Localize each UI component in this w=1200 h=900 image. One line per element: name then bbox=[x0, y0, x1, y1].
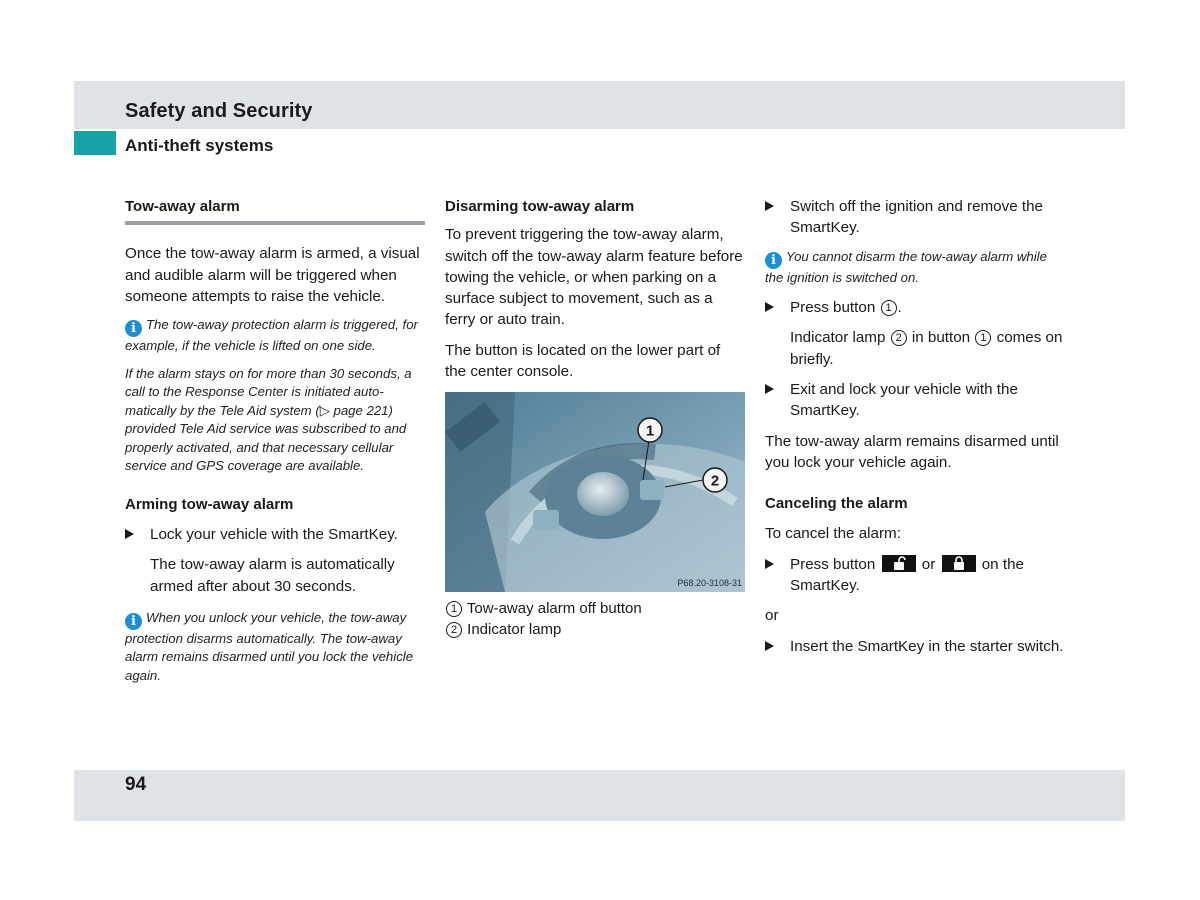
cancel-press-text: Press button bbox=[790, 555, 876, 573]
step-press-button bbox=[765, 297, 1065, 318]
disarming-paragraph: To prevent triggering the tow-away alarm, switch off the tow-away alarm feature before towing the vehicle, or when parking on a surface subject to movement, such as a ferry or auto train. bbox=[445, 226, 743, 329]
footer-band bbox=[74, 770, 1125, 821]
section-marker bbox=[74, 131, 116, 155]
disarmed-result: The tow-away alarm remains disarmed until you lock your vehicle again. bbox=[765, 432, 1059, 471]
indicator-text-1: Indicator lamp bbox=[790, 329, 886, 347]
cancel-or-text: or bbox=[921, 555, 936, 573]
cancel-insert-text: Insert the SmartKey in the starter switch. bbox=[790, 637, 1064, 655]
arming-result: The tow-away alarm is automatically armed after about 30 seconds. bbox=[150, 556, 395, 595]
info-icon: i bbox=[765, 252, 782, 269]
tele-aid-note: If the alarm stays on for more than 30 seconds, a call to the Response Center is initiated auto-matically by the Tele Aid system (▷ page 221) provided Tele Aid service was subscribed to and properly activated, and that necessary cellular service and GPS coverage are available. bbox=[125, 365, 412, 474]
arming-step-text: Lock your vehicle with the SmartKey. bbox=[150, 525, 398, 543]
lock-key-icon bbox=[942, 555, 976, 572]
ignition-note bbox=[765, 248, 1065, 288]
circle-1-icon: 1 bbox=[975, 330, 991, 346]
cancel-step-insert bbox=[765, 636, 1065, 657]
cancel-intro: To cancel the alarm: bbox=[765, 525, 901, 543]
cancel-press-end: on the SmartKey. bbox=[790, 555, 1024, 595]
bullet-arrow-icon bbox=[765, 302, 774, 312]
bullet-arrow-icon bbox=[765, 559, 774, 569]
arming-step bbox=[125, 524, 425, 545]
indicator-info bbox=[765, 327, 1065, 370]
disarming-heading: Disarming tow-away alarm bbox=[445, 198, 635, 215]
center-console-photo bbox=[445, 392, 745, 592]
button-location-paragraph: The button is located on the lower part of the center console. bbox=[445, 341, 721, 381]
chapter-title: Safety and Security bbox=[125, 100, 313, 122]
circle-2-icon: 2 bbox=[891, 330, 907, 346]
callout-2: 2 bbox=[710, 472, 720, 490]
bullet-arrow-icon bbox=[765, 201, 774, 211]
unlock-key-icon bbox=[882, 555, 916, 572]
column-3 bbox=[765, 196, 1065, 666]
step-ignition bbox=[765, 196, 1065, 239]
canceling-heading: Canceling the alarm bbox=[765, 495, 908, 513]
bullet-arrow-icon bbox=[765, 384, 774, 394]
info-icon: i bbox=[125, 613, 142, 630]
or-text: or bbox=[765, 607, 779, 625]
arming-heading: Arming tow-away alarm bbox=[125, 495, 294, 513]
photo-code: P68.20-3108-31 bbox=[677, 578, 742, 589]
circle-2-icon: 2 bbox=[446, 622, 462, 638]
caption-1-text: Tow-away alarm off button bbox=[466, 600, 642, 618]
callout-1: 1 bbox=[645, 422, 655, 440]
press-button-text: Press button bbox=[790, 299, 876, 317]
column-1 bbox=[125, 196, 425, 694]
unlock-note-text: When you unlock your vehicle, the tow-away protection disarms automatically. The tow-away alarm remains disarmed until you lock the vehicle again. bbox=[125, 609, 414, 683]
circle-1-icon: 1 bbox=[446, 601, 462, 617]
info-note bbox=[125, 316, 425, 356]
circle-1-icon: 1 bbox=[881, 300, 897, 316]
bullet-arrow-icon bbox=[765, 641, 774, 651]
intro-paragraph: Once the tow-away alarm is armed, a visual and audible alarm will be triggered when someone attempts to raise the vehicle. bbox=[125, 245, 420, 305]
ignition-note-text: You cannot disarm the tow-away alarm while the ignition is switched on. bbox=[765, 248, 1047, 285]
bullet-arrow-icon bbox=[125, 529, 134, 539]
column-2 bbox=[445, 196, 745, 640]
step-exit-lock-text: Exit and lock your vehicle with the SmartKey. bbox=[790, 380, 1018, 420]
caption-2-text: Indicator lamp bbox=[467, 621, 562, 639]
indicator-text-2: in button bbox=[911, 329, 971, 347]
caption-2 bbox=[445, 619, 745, 640]
note-text: The tow-away protection alarm is triggered, for example, if the vehicle is lifted on one side. bbox=[125, 317, 418, 354]
step-ignition-text: Switch off the ignition and remove the SmartKey. bbox=[790, 198, 1043, 237]
tow-away-alarm-heading: Tow-away alarm bbox=[125, 196, 425, 225]
caption-1 bbox=[445, 598, 745, 619]
page-number: 94 bbox=[125, 774, 147, 795]
step-exit-lock bbox=[765, 379, 1065, 422]
info-icon: i bbox=[125, 320, 142, 337]
cancel-step-press bbox=[765, 554, 1065, 597]
indicator-text-3: comes on briefly. bbox=[790, 329, 1063, 368]
unlock-note bbox=[125, 609, 425, 686]
section-title: Anti-theft systems bbox=[125, 136, 274, 155]
press-button-end: . bbox=[897, 299, 902, 317]
